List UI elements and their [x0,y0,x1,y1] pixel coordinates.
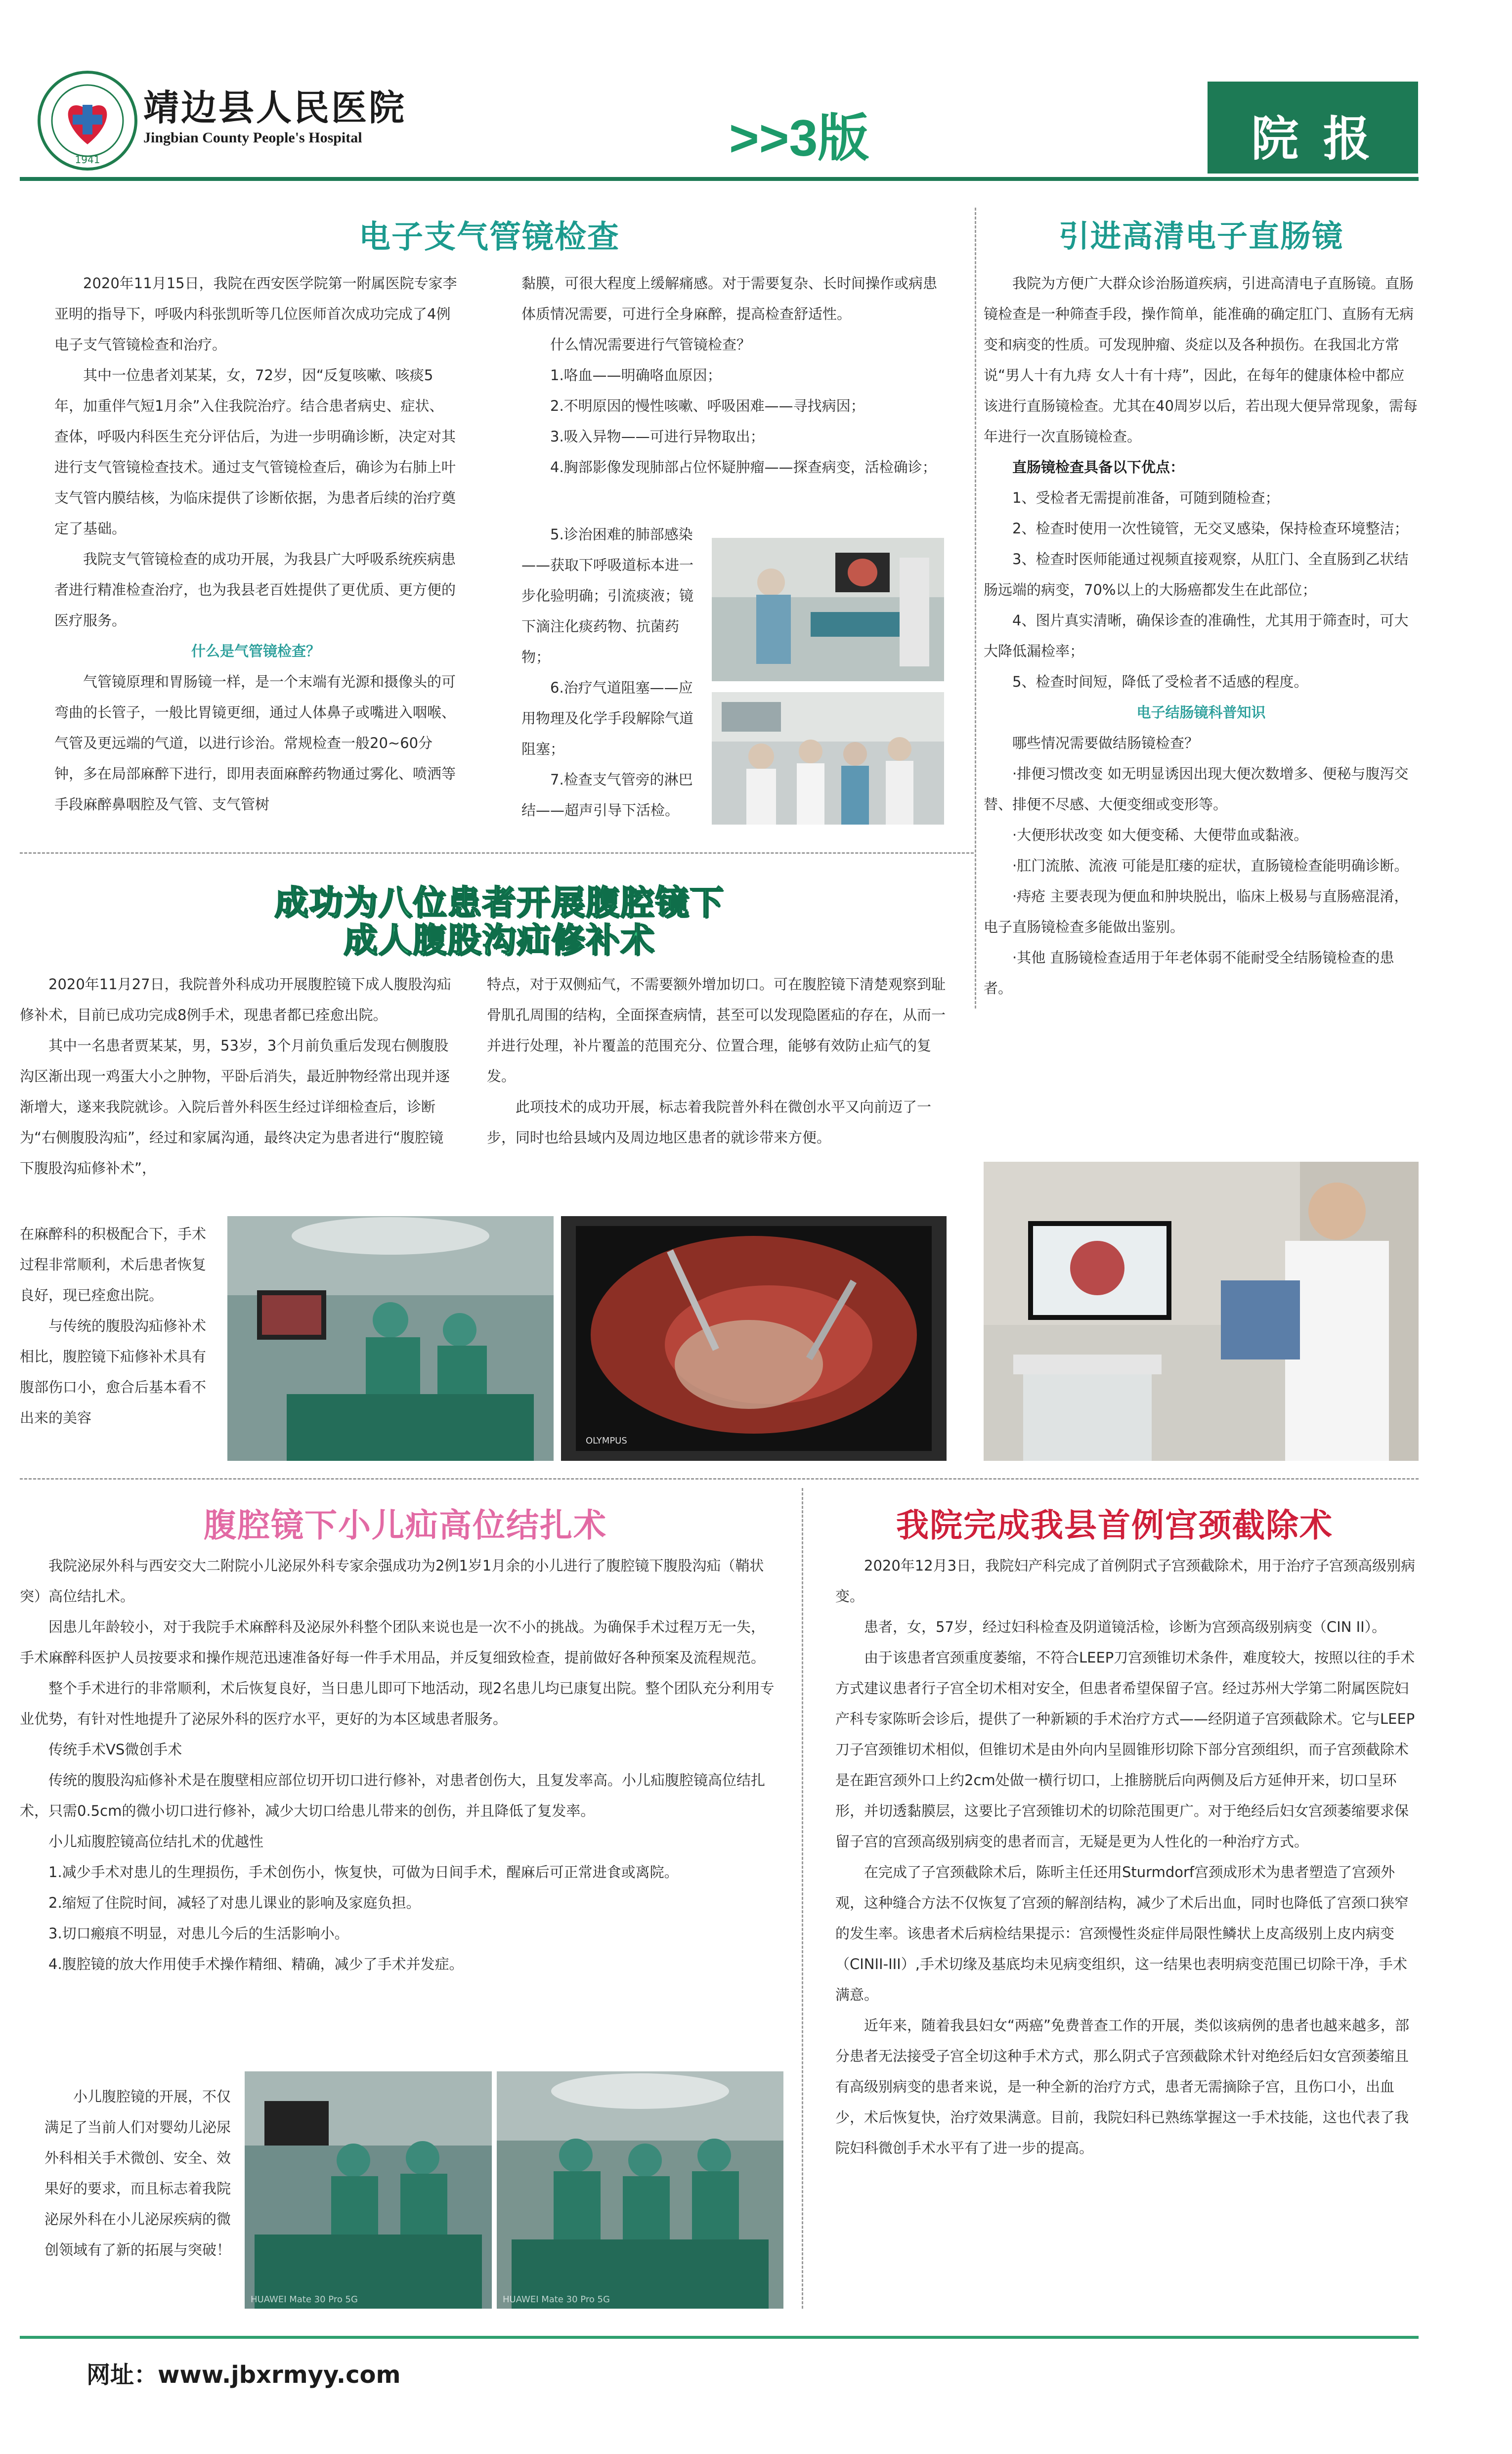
article5-p5: 近年来，随着我县妇女“两癌”免费普查工作的开展，类似该病例的患者也越来越多，部分患者无法接受子宫全切这种手术方式，那么阴式子宫颈截除术针对绝经后妇女宫颈萎缩且有高级别病变的患者来说，是一种全新的治疗方式，患者无需摘除子宫，且伤口小，出血少，术后恢复快，治疗效果满意。目前，我院妇科已熟练掌握这一手术技能，这也代表了我院妇科微创手术水平有了进一步的提高。 [835,2017,1410,2156]
bronchoscopy-photo-2 [712,692,944,825]
article3-col2-p2: 此项技术的成功开展，标志着我院普外科在微创水平又向前迈了一步，同时也给县域内及周边地区患者的就诊带来方便。 [487,1098,932,1146]
article1-subhead: 什么是气管镜检查？ [191,643,320,659]
article4-closing-text: 小儿腹腔镜的开展，不仅满足了当前人们对婴幼儿泌尿外科相关手术微创、安全、效果好的要求，而且标志着我院泌尿外科在小儿泌尿疾病的微创领域有了新的拓展与突破！ [44,2088,231,2258]
article4-title: 腹腔镜下小儿疝高位结扎术 [204,1506,607,1544]
photo-watermark-2: HUAWEI Mate 30 Pro 5G [503,2294,610,2305]
hernia-surgery-photo [227,1216,554,1461]
article4-p2: 因患儿年龄较小，对于我院手术麻醉科及泌尿外科整个团队来说也是一次不小的挑战。为确保手术过程万无一失，手术麻醉科医护人员按要求和操作规范迅速准备好每一件手术用品，并反复细致检查，提前做好各种预案及流程规范。 [20,1619,766,1666]
divider-middle [20,1478,1419,1480]
svg-text:OLYMPUS: OLYMPUS [586,1436,627,1446]
article2-subhead2: 电子结肠镜科普知识 [1136,704,1266,721]
article2-adv-5: 5、检查时间短，降低了受检者不适感的程度。 [1012,673,1308,690]
article2-p1: 我院为方便广大群众诊治肠道疾病，引进高清电子直肠镜。直肠镜检查是一种筛查手段，操作简单，能准确的确定肛门、直肠有无病变和病变的性质。可发现肿瘤、炎症以及各种损伤。在我国北方常说“男人十有九痔 女人十有十痔”，因此，在每年的健康体检中都应该进行直肠镜检查。尤其在40周岁以后，若出现大便异常现象，需每年进行一次直肠镜检查。 [984,275,1418,445]
article4-list-4: 4.腹腔镜的放大作用使手术操作精细、精确，减少了手术并发症。 [48,1956,464,1972]
article4-p1: 我院泌尿外科与西安交大二附院小儿泌尿外科专家余强成功为2例1岁1月余的小儿进行了腹腔镜下腹股沟疝（鞘状突）高位结扎术。 [20,1557,764,1605]
footer-rule [20,2336,1419,2339]
article5-p1: 2020年12月3日，我院妇产科完成了首例阴式子宫颈截除术，用于治疗子宫颈高级别病变。 [835,1557,1416,1605]
article1-col1 [54,268,457,820]
article1-list-6: 6.治疗气道阻塞——应用物理及化学手段解除气道阻塞； [521,679,694,757]
photo-watermark-1: HUAWEI Mate 30 Pro 5G [251,2294,358,2305]
article2-item-2: ·大便形状改变 如大便变稀、大便带血或黏液。 [1012,827,1308,843]
article4-body [20,1550,778,1979]
article3-p1: 2020年11月27日，我院普外科成功开展腹腔镜下成人腹股沟疝修补术，目前已成功完成8例手术，现患者都已痊愈出院。 [20,976,451,1023]
article2-title: 引进高清电子直肠镜 [1058,218,1343,254]
article1-list-4: 4.胸部影像发现肺部占位怀疑肿瘤——探查病变，活检确诊； [550,459,937,476]
article1-question: 什么情况需要进行气管镜检查？ [550,336,751,353]
article4-closing [44,2081,242,2265]
article5-body [835,1550,1416,2163]
article3-col2 [487,969,949,1153]
article5-p4: 在完成了子宫颈截除术后，陈昕主任还用Sturmdorf宫颈成形术为患者塑造了宫颈外观，这种缝合方法不仅恢复了宫颈的解剖结构，减少了术后出血，同时也降低了宫颈口狭窄的发生率。该患者术后病检结果提示：宫颈慢性炎症伴局限性鳞状上皮高级别上皮内病变（CINII-III）,手术切缘及基底均未见病变组织，这一结果也表明病变范围已切除干净，手术满意。 [835,1864,1409,2003]
article1-col2-top [521,268,947,482]
article3-title-line2: 成人腹股沟疝修补术 [343,921,655,960]
article1-list-3: 3.吸入异物——可进行异物取出； [550,428,765,445]
hospital-name-cn: 靖边县人民医院 [143,87,407,129]
hospital-name-en: Jingbian County People's Hospital [143,130,362,146]
article1-col2-narrow [521,519,704,826]
article1-list-5: 5.诊治困难的肺部感染——获取下呼吸道标本进一步化验明确；引流痰液；镜下滴注化痰药物、抗菌药物； [521,526,694,665]
article3-p3: 在麻醉科的积极配合下，手术过程非常顺利，术后患者恢复良好，现已痊愈出院。 [20,1226,207,1304]
article3-p4: 与传统的腹股沟疝修补术相比，腹腔镜下疝修补术具有腹部伤口小，愈合后基本看不出来的美容 [20,1317,207,1426]
article4-p3: 整个手术进行的非常顺利，术后恢复良好，当日患儿即可下地活动，现2名患儿均已康复出院。整个团队充分利用专业优势，有针对性地提升了泌尿外科的医疗水平，更好的为本区域患者服务。 [20,1680,775,1727]
article4-list-3: 3.切口瘢痕不明显，对患儿今后的生活影响小。 [48,1925,349,1942]
article1-list-1: 1.咯血——明确咯血原因； [550,367,722,384]
pediatric-surgery-photo-1 [245,2071,492,2309]
edition-label: >>3版 [729,110,869,167]
article2-subhead1: 直肠镜检查具备以下优点： [1012,459,1185,476]
article1-p3: 我院支气管镜检查的成功开展，为我县广大呼吸系统疾病患者进行精准检查治疗，也为我县老百姓提供了更优质、更方便的医疗服务。 [54,551,456,629]
article1-list-2: 2.不明原因的慢性咳嗽、呼吸困难——寻找病因； [550,397,865,414]
article4-list-1: 1.减少手术对患儿的生理损伤，手术创伤小，恢复快，可做为日间手术，醒麻后可正常进食或离院。 [48,1864,679,1881]
article2-item-4: ·痔疮 主要表现为便血和肿块脱出，临床上极易与直肠癌混淆，电子直肠镜检查多能做出鉴别。 [984,888,1409,935]
article1-title: 电子支气管镜检查 [359,219,620,256]
article2-item-3: ·肛门流脓、流液 可能是肛瘘的症状，直肠镜检查能明确诊断。 [1012,857,1409,874]
svg-text:1941: 1941 [75,154,100,166]
article3-col1 [20,969,455,1183]
laparoscopic-view-photo [561,1216,947,1461]
divider-bottom-vertical [802,1488,803,2309]
footer-website: 网址：www.jbxrmyy.com [86,2361,401,2389]
article1-p2: 其中一位患者刘某某，女，72岁，因“反复咳嗽、咳痰5年，加重伴气短1月余”入住我院治疗。结合患者病史、症状、查体，呼吸内科医生充分评估后，为进一步明确诊断，决定对其进行支气管镜检查技术。通过支气管镜检查后，确诊为右肺上叶支气管内膜结核，为临床提供了诊断依据，为患者后续的治疗奠定了基础。 [54,367,456,537]
article2-question: 哪些情况需要做结肠镜检查？ [1012,735,1199,751]
article1-p4: 气管镜原理和胃肠镜一样，是一个末端有光源和摄像头的可弯曲的长管子，一般比胃镜更细，通过人体鼻子或嘴进入咽喉、气管及更远端的气道，以进行诊治。常规检查一般20~60分钟，多在局部麻醉下进行，即用表面麻醉药物通过雾化、喷洒等手段麻醉鼻咽腔及气管、支气管树 [54,673,456,813]
divider-article1 [20,852,974,854]
article4-p6: 小儿疝腹腔镜高位结扎术的优越性 [48,1833,264,1850]
article1-col2-p1: 黏膜，可很大程度上缓解痛感。对于需要复杂、长时间操作或病患体质情况需要，可进行全身麻醉，提高检查舒适性。 [521,275,938,322]
article2-adv-3: 3、检查时医师能通过视频直接观察，从肛门、全直肠到乙状结肠远端的病变，70%以上的大肠癌都发生在此部位； [984,551,1409,598]
article4-p4: 传统手术VS微创手术 [48,1741,182,1758]
article1-list-7: 7.检查支气管旁的淋巴结——超声引导下活检。 [521,771,693,819]
paper-name-box [1208,82,1418,174]
article2-item-1: ·排便习惯改变 如无明显诱因出现大便次数增多、便秘与腹泻交替、排便不尽感、大便变细或变形等。 [984,765,1409,813]
article2-item-5: ·其他 直肠镜检查适用于年老体弱不能耐受全结肠镜检查的患者。 [984,949,1394,997]
article3-title-line1: 成功为八位患者开展腹腔镜下 [274,883,724,922]
article4-list-2: 2.缩短了住院时间，减轻了对患儿课业的影响及家庭负担。 [48,1894,421,1911]
article1-p1: 2020年11月15日，我院在西安医学院第一附属医院专家李亚明的指导下，呼吸内科张凯昕等几位医师首次成功完成了4例电子支气管镜检查和治疗。 [54,275,457,353]
article2-adv-1: 1、受检者无需提前准备，可随到随检查； [1012,489,1280,506]
logo [37,70,138,172]
article4-p5: 传统的腹股沟疝修补术是在腹壁相应部位切开切口进行修补，对患者创伤大，且复发率高。小儿疝腹腔镜高位结扎术，只需0.5cm的微小切口进行修补，减少大切口给患儿带来的创伤，并且降低了复发率。 [20,1772,766,1819]
divider-top-vertical [975,208,976,1008]
article3-p2: 其中一名患者贾某某，男，53岁，3个月前负重后发现右侧腹股沟区渐出现一鸡蛋大小之肿物，平卧后消失，最近肿物经常出现并逐渐增大，遂来我院就诊。入院后普外科医生经过详细检查后，诊断为“右侧腹股沟疝”，经过和家属沟通，最终决定为患者进行“腹腔镜下腹股沟疝修补术”， [20,1037,450,1177]
article3-col1-narrow [20,1219,220,1433]
pediatric-surgery-photo-2 [497,2071,783,2309]
article2-body [984,268,1419,1004]
header-rule [20,177,1419,181]
paper-name: 院 报 [1251,111,1375,167]
article3-col2-p1: 特点，对于双侧疝气，不需要额外增加切口。可在腹腔镜下清楚观察到耻骨肌孔周围的结构，全面探查病情，甚至可以发现隐匿疝的存在，从而一并进行处理，补片覆盖的范围充分、位置合理，能够有效防止疝气的复发。 [487,976,946,1085]
article5-p2: 患者，女，57岁，经过妇科检查及阴道镜活检，诊断为宫颈高级别病变（CIN II）。 [864,1619,1386,1635]
article5-title: 我院完成我县首例宫颈截除术 [896,1506,1333,1544]
bronchoscopy-photo-1 [712,538,944,681]
article5-p3: 由于该患者宫颈重度萎缩，不符合LEEP刀宫颈锥切术条件，难度较大，按照以往的手术方式建议患者行子宫全切术相对安全，但患者希望保留子宫。经过苏州大学第二附属医院妇产科专家陈昕会诊后，提供了一种新颖的手术治疗方式——经阴道子宫颈截除术。它与LEEP刀子宫颈锥切术相似，但锥切术是由外向内呈圆锥形切除下部分宫颈组织，而子宫颈截除术是在距宫颈外口上约2cm处做一横行切口，上推膀胱后向两侧及后方延伸开来，切口呈环形，并切透黏膜层，这要比子宫颈锥切术的切除范围更广。对于绝经后妇女宫颈萎缩要求保留子宫的宫颈高级别病变的患者而言，无疑是更为人性化的一种治疗方式。 [835,1649,1415,1850]
article2-adv-2: 2、检查时使用一次性镜管，无交叉感染，保持检查环境整洁； [1012,520,1409,537]
article2-adv-4: 4、图片真实清晰，确保诊查的准确性，尤其用于筛查时，可大大降低漏检率； [984,612,1409,659]
proctoscope-photo [984,1162,1419,1461]
